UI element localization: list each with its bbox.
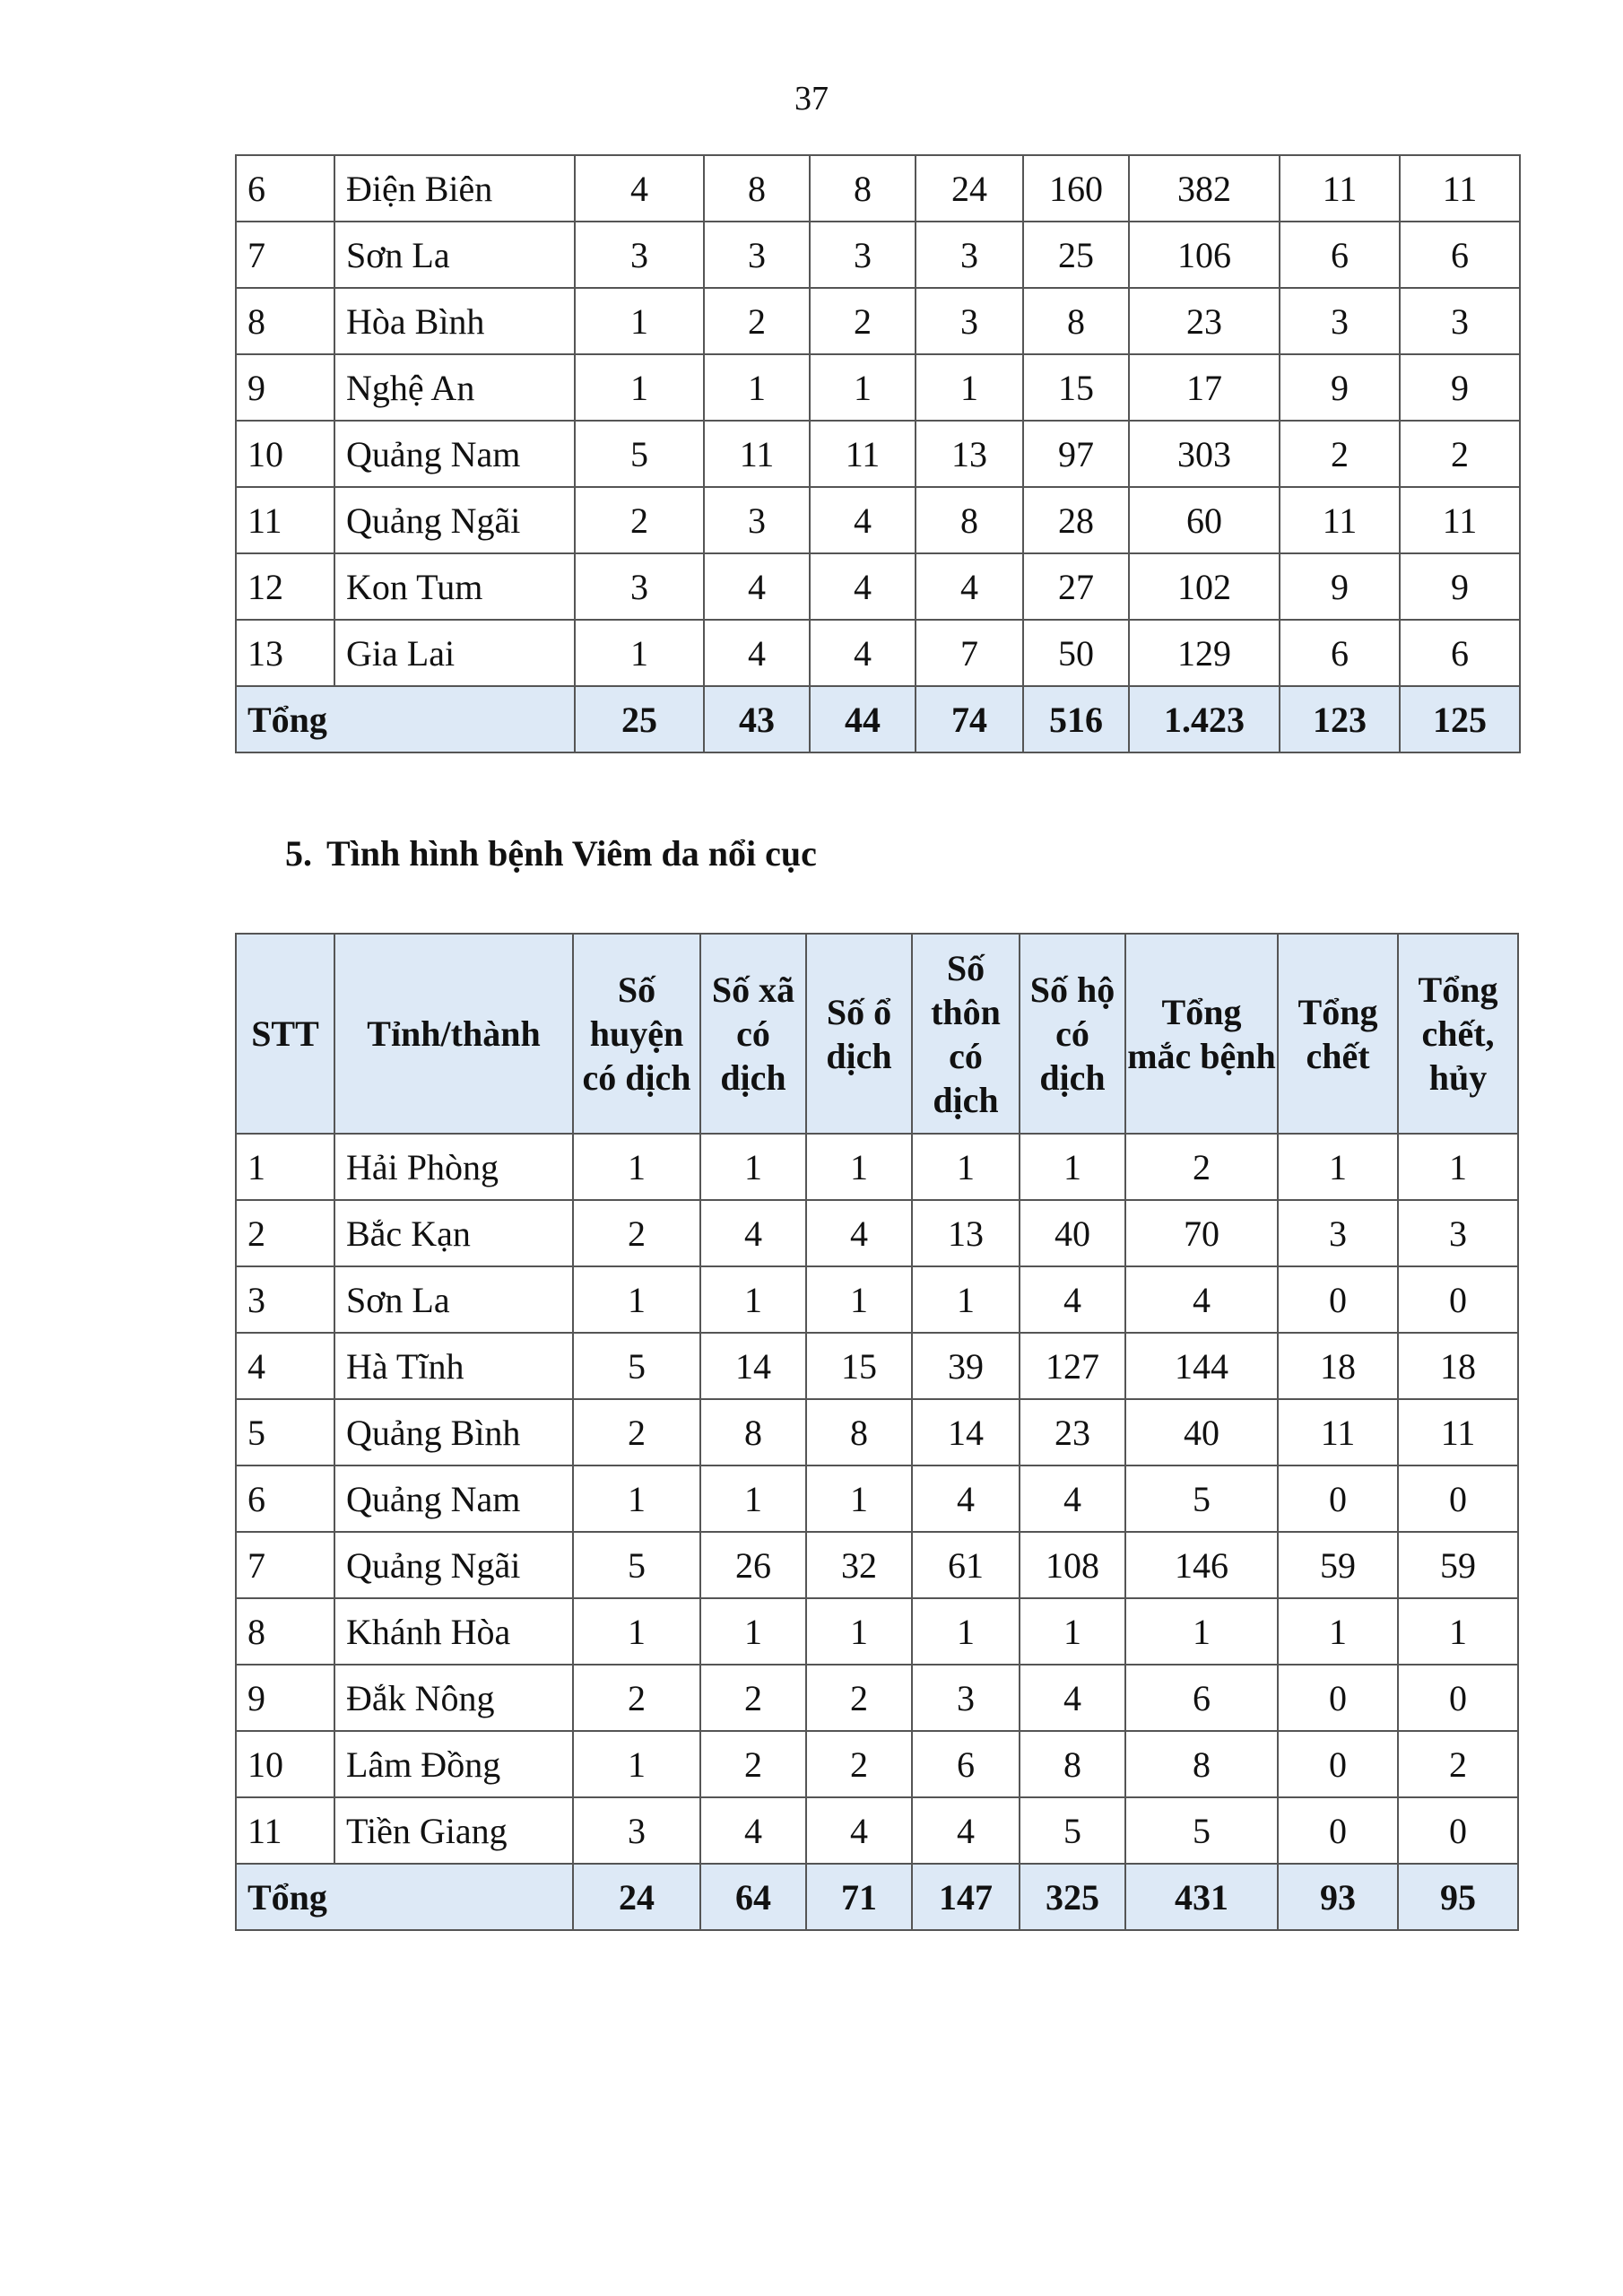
table-row <box>236 1266 1518 1333</box>
cell-value: 1 <box>1125 1598 1278 1665</box>
cell-stt: 12 <box>236 553 334 620</box>
total-label: Tổng <box>236 686 575 752</box>
header-total-dead: Tổng chết <box>1278 934 1398 1134</box>
cell-value: 2 <box>810 288 916 354</box>
cell-value: 5 <box>573 1333 700 1399</box>
header-outbreaks: Số ổ dịch <box>806 934 912 1134</box>
cell-value: 4 <box>575 155 704 222</box>
cell-value: 3 <box>1400 288 1520 354</box>
cell-value: 4 <box>1020 1465 1125 1532</box>
header-households: Số hộ có dịch <box>1020 934 1125 1134</box>
section-number: 5. <box>285 833 312 874</box>
cell-value: 2 <box>704 288 810 354</box>
table-row <box>236 1665 1518 1731</box>
cell-value: 4 <box>806 1200 912 1266</box>
cell-province: Hải Phòng <box>334 1134 573 1200</box>
cell-value: 1 <box>700 1134 806 1200</box>
cell-value: 144 <box>1125 1333 1278 1399</box>
cell-province: Tiền Giang <box>334 1797 573 1864</box>
cell-stt: 7 <box>236 222 334 288</box>
cell-value: 11 <box>1400 155 1520 222</box>
cell-value: 4 <box>1020 1665 1125 1731</box>
cell-value: 5 <box>1125 1465 1278 1532</box>
cell-value: 2 <box>1125 1134 1278 1200</box>
cell-value: 1 <box>575 620 704 686</box>
cell-value: 5 <box>573 1532 700 1598</box>
cell-value: 160 <box>1023 155 1129 222</box>
cell-value: 6 <box>912 1731 1020 1797</box>
cell-stt: 8 <box>236 1598 334 1665</box>
table-row <box>236 155 1520 222</box>
cell-value: 3 <box>575 553 704 620</box>
cell-value: 8 <box>806 1399 912 1465</box>
cell-value: 3 <box>575 222 704 288</box>
cell-value: 9 <box>1280 354 1400 421</box>
cell-value: 1 <box>1020 1134 1125 1200</box>
total-value: 43 <box>704 686 810 752</box>
cell-value: 3 <box>1278 1200 1398 1266</box>
cell-value: 129 <box>1129 620 1280 686</box>
cell-value: 14 <box>700 1333 806 1399</box>
cell-value: 40 <box>1020 1200 1125 1266</box>
cell-value: 9 <box>1400 354 1520 421</box>
header-total-dead-culled: Tổng chết, hủy <box>1398 934 1518 1134</box>
table-row <box>236 1731 1518 1797</box>
table-outbreak-continued <box>235 154 1521 753</box>
total-value: 95 <box>1398 1864 1518 1930</box>
cell-province: Hòa Bình <box>334 288 575 354</box>
cell-value: 0 <box>1398 1465 1518 1532</box>
cell-value: 1 <box>1020 1598 1125 1665</box>
cell-value: 9 <box>1400 553 1520 620</box>
total-value: 44 <box>810 686 916 752</box>
cell-value: 4 <box>1125 1266 1278 1333</box>
cell-value: 39 <box>912 1333 1020 1399</box>
cell-value: 3 <box>1280 288 1400 354</box>
total-value: 1.423 <box>1129 686 1280 752</box>
cell-value: 1 <box>575 354 704 421</box>
cell-value: 2 <box>573 1399 700 1465</box>
table-row <box>236 1532 1518 1598</box>
cell-value: 2 <box>1398 1731 1518 1797</box>
cell-value: 11 <box>1280 155 1400 222</box>
cell-value: 4 <box>704 620 810 686</box>
total-value: 24 <box>573 1864 700 1930</box>
cell-value: 18 <box>1398 1333 1518 1399</box>
cell-province: Gia Lai <box>334 620 575 686</box>
cell-value: 4 <box>1020 1266 1125 1333</box>
cell-value: 0 <box>1398 1797 1518 1864</box>
cell-value: 15 <box>806 1333 912 1399</box>
table-2-header-row <box>236 934 1518 1134</box>
cell-stt: 9 <box>236 1665 334 1731</box>
cell-value: 8 <box>700 1399 806 1465</box>
cell-stt: 5 <box>236 1399 334 1465</box>
table-row <box>236 1797 1518 1864</box>
cell-stt: 10 <box>236 1731 334 1797</box>
cell-value: 3 <box>916 288 1023 354</box>
cell-value: 11 <box>1398 1399 1518 1465</box>
cell-value: 102 <box>1129 553 1280 620</box>
cell-province: Sơn La <box>334 222 575 288</box>
cell-value: 2 <box>700 1731 806 1797</box>
cell-value: 127 <box>1020 1333 1125 1399</box>
cell-value: 9 <box>1280 553 1400 620</box>
cell-stt: 11 <box>236 487 334 553</box>
cell-value: 1 <box>806 1134 912 1200</box>
cell-value: 4 <box>810 553 916 620</box>
cell-value: 1 <box>806 1598 912 1665</box>
cell-value: 1 <box>806 1465 912 1532</box>
cell-value: 11 <box>1400 487 1520 553</box>
total-value: 125 <box>1400 686 1520 752</box>
cell-value: 303 <box>1129 421 1280 487</box>
cell-value: 0 <box>1278 1797 1398 1864</box>
cell-value: 2 <box>1280 421 1400 487</box>
table-row <box>236 1333 1518 1399</box>
cell-value: 1 <box>912 1134 1020 1200</box>
cell-value: 106 <box>1129 222 1280 288</box>
cell-value: 3 <box>1398 1200 1518 1266</box>
cell-stt: 2 <box>236 1200 334 1266</box>
cell-value: 11 <box>1280 487 1400 553</box>
cell-value: 4 <box>806 1797 912 1864</box>
cell-value: 3 <box>704 222 810 288</box>
cell-value: 18 <box>1278 1333 1398 1399</box>
table-row <box>236 1200 1518 1266</box>
cell-value: 1 <box>700 1598 806 1665</box>
cell-stt: 3 <box>236 1266 334 1333</box>
total-value: 64 <box>700 1864 806 1930</box>
total-value: 93 <box>1278 1864 1398 1930</box>
cell-value: 1 <box>912 1598 1020 1665</box>
total-label: Tổng <box>236 1864 573 1930</box>
cell-value: 1 <box>700 1266 806 1333</box>
cell-province: Lâm Đồng <box>334 1731 573 1797</box>
total-value: 516 <box>1023 686 1129 752</box>
cell-value: 27 <box>1023 553 1129 620</box>
cell-value: 8 <box>916 487 1023 553</box>
cell-value: 11 <box>1278 1399 1398 1465</box>
total-value: 431 <box>1125 1864 1278 1930</box>
cell-province: Quảng Nam <box>334 421 575 487</box>
cell-value: 0 <box>1278 1266 1398 1333</box>
cell-value: 2 <box>573 1665 700 1731</box>
cell-value: 4 <box>912 1465 1020 1532</box>
cell-value: 14 <box>912 1399 1020 1465</box>
cell-value: 6 <box>1280 620 1400 686</box>
total-value: 25 <box>575 686 704 752</box>
section-heading <box>285 832 817 874</box>
table-row <box>236 1399 1518 1465</box>
cell-value: 17 <box>1129 354 1280 421</box>
total-value: 123 <box>1280 686 1400 752</box>
cell-value: 23 <box>1020 1399 1125 1465</box>
cell-value: 3 <box>704 487 810 553</box>
total-value: 74 <box>916 686 1023 752</box>
cell-value: 8 <box>1020 1731 1125 1797</box>
cell-value: 11 <box>704 421 810 487</box>
table-row <box>236 1134 1518 1200</box>
cell-value: 3 <box>916 222 1023 288</box>
cell-province: Hà Tĩnh <box>334 1333 573 1399</box>
cell-stt: 6 <box>236 1465 334 1532</box>
cell-stt: 9 <box>236 354 334 421</box>
cell-value: 2 <box>806 1731 912 1797</box>
table-row <box>236 222 1520 288</box>
section-title: Tình hình bệnh Viêm da nổi cục <box>326 833 817 874</box>
cell-value: 146 <box>1125 1532 1278 1598</box>
cell-province: Điện Biên <box>334 155 575 222</box>
cell-value: 1 <box>700 1465 806 1532</box>
table-row <box>236 620 1520 686</box>
cell-value: 1 <box>573 1731 700 1797</box>
cell-province: Kon Tum <box>334 553 575 620</box>
header-province: Tỉnh/thành <box>334 934 573 1134</box>
cell-stt: 11 <box>236 1797 334 1864</box>
total-value: 325 <box>1020 1864 1125 1930</box>
table-row <box>236 354 1520 421</box>
header-villages: Số thôn có dịch <box>912 934 1020 1134</box>
cell-value: 0 <box>1278 1731 1398 1797</box>
header-stt: STT <box>236 934 334 1134</box>
cell-value: 1 <box>916 354 1023 421</box>
cell-province: Sơn La <box>334 1266 573 1333</box>
cell-province: Quảng Ngãi <box>334 487 575 553</box>
cell-value: 5 <box>575 421 704 487</box>
header-districts: Số huyện có dịch <box>573 934 700 1134</box>
cell-province: Quảng Nam <box>334 1465 573 1532</box>
total-value: 71 <box>806 1864 912 1930</box>
cell-value: 8 <box>1125 1731 1278 1797</box>
cell-value: 3 <box>573 1797 700 1864</box>
cell-value: 13 <box>916 421 1023 487</box>
table-row <box>236 288 1520 354</box>
total-row <box>236 686 1520 752</box>
cell-value: 4 <box>700 1797 806 1864</box>
cell-value: 108 <box>1020 1532 1125 1598</box>
table-lumpy-skin-disease <box>235 933 1519 1931</box>
cell-value: 3 <box>810 222 916 288</box>
cell-province: Đắk Nông <box>334 1665 573 1731</box>
cell-province: Khánh Hòa <box>334 1598 573 1665</box>
cell-province: Nghệ An <box>334 354 575 421</box>
table-row <box>236 1598 1518 1665</box>
cell-value: 5 <box>1020 1797 1125 1864</box>
cell-value: 4 <box>912 1797 1020 1864</box>
cell-value: 1 <box>810 354 916 421</box>
cell-value: 32 <box>806 1532 912 1598</box>
cell-value: 60 <box>1129 487 1280 553</box>
cell-stt: 13 <box>236 620 334 686</box>
cell-stt: 8 <box>236 288 334 354</box>
cell-value: 1 <box>573 1134 700 1200</box>
cell-value: 2 <box>573 1200 700 1266</box>
cell-value: 1 <box>1398 1598 1518 1665</box>
table-2-body <box>236 1134 1518 1930</box>
cell-value: 3 <box>912 1665 1020 1731</box>
cell-value: 1 <box>573 1598 700 1665</box>
cell-value: 2 <box>575 487 704 553</box>
cell-value: 8 <box>1023 288 1129 354</box>
cell-value: 4 <box>700 1200 806 1266</box>
cell-value: 50 <box>1023 620 1129 686</box>
cell-value: 70 <box>1125 1200 1278 1266</box>
cell-province: Bắc Kạn <box>334 1200 573 1266</box>
cell-province: Quảng Ngãi <box>334 1532 573 1598</box>
cell-value: 2 <box>1400 421 1520 487</box>
cell-value: 23 <box>1129 288 1280 354</box>
cell-value: 1 <box>806 1266 912 1333</box>
cell-value: 382 <box>1129 155 1280 222</box>
cell-stt: 6 <box>236 155 334 222</box>
table-row <box>236 421 1520 487</box>
page-number: 37 <box>794 80 829 117</box>
cell-value: 5 <box>1125 1797 1278 1864</box>
cell-value: 1 <box>704 354 810 421</box>
cell-value: 0 <box>1398 1665 1518 1731</box>
header-communes: Số xã có dịch <box>700 934 806 1134</box>
cell-stt: 1 <box>236 1134 334 1200</box>
cell-value: 1 <box>1278 1598 1398 1665</box>
cell-stt: 7 <box>236 1532 334 1598</box>
cell-value: 15 <box>1023 354 1129 421</box>
cell-value: 61 <box>912 1532 1020 1598</box>
cell-value: 4 <box>810 620 916 686</box>
cell-value: 4 <box>704 553 810 620</box>
cell-value: 1 <box>1398 1134 1518 1200</box>
cell-value: 0 <box>1278 1465 1398 1532</box>
cell-value: 8 <box>704 155 810 222</box>
cell-value: 0 <box>1278 1665 1398 1731</box>
cell-value: 59 <box>1398 1532 1518 1598</box>
cell-value: 28 <box>1023 487 1129 553</box>
header-total-infected: Tổng mắc bệnh <box>1125 934 1278 1134</box>
cell-value: 97 <box>1023 421 1129 487</box>
cell-value: 7 <box>916 620 1023 686</box>
cell-value: 0 <box>1398 1266 1518 1333</box>
cell-value: 24 <box>916 155 1023 222</box>
cell-value: 6 <box>1400 222 1520 288</box>
cell-value: 40 <box>1125 1399 1278 1465</box>
cell-value: 25 <box>1023 222 1129 288</box>
cell-value: 8 <box>810 155 916 222</box>
cell-value: 6 <box>1125 1665 1278 1731</box>
cell-value: 11 <box>810 421 916 487</box>
cell-stt: 4 <box>236 1333 334 1399</box>
cell-value: 1 <box>1278 1134 1398 1200</box>
cell-value: 4 <box>810 487 916 553</box>
total-value: 147 <box>912 1864 1020 1930</box>
cell-value: 13 <box>912 1200 1020 1266</box>
table-1-body <box>236 155 1520 752</box>
cell-value: 1 <box>575 288 704 354</box>
cell-value: 1 <box>912 1266 1020 1333</box>
cell-value: 1 <box>573 1465 700 1532</box>
cell-stt: 10 <box>236 421 334 487</box>
cell-value: 59 <box>1278 1532 1398 1598</box>
cell-value: 1 <box>573 1266 700 1333</box>
cell-value: 6 <box>1280 222 1400 288</box>
table-row <box>236 553 1520 620</box>
total-row <box>236 1864 1518 1930</box>
cell-value: 2 <box>700 1665 806 1731</box>
cell-value: 4 <box>916 553 1023 620</box>
table-row <box>236 487 1520 553</box>
table-row <box>236 1465 1518 1532</box>
cell-value: 26 <box>700 1532 806 1598</box>
cell-value: 2 <box>806 1665 912 1731</box>
cell-value: 6 <box>1400 620 1520 686</box>
cell-province: Quảng Bình <box>334 1399 573 1465</box>
